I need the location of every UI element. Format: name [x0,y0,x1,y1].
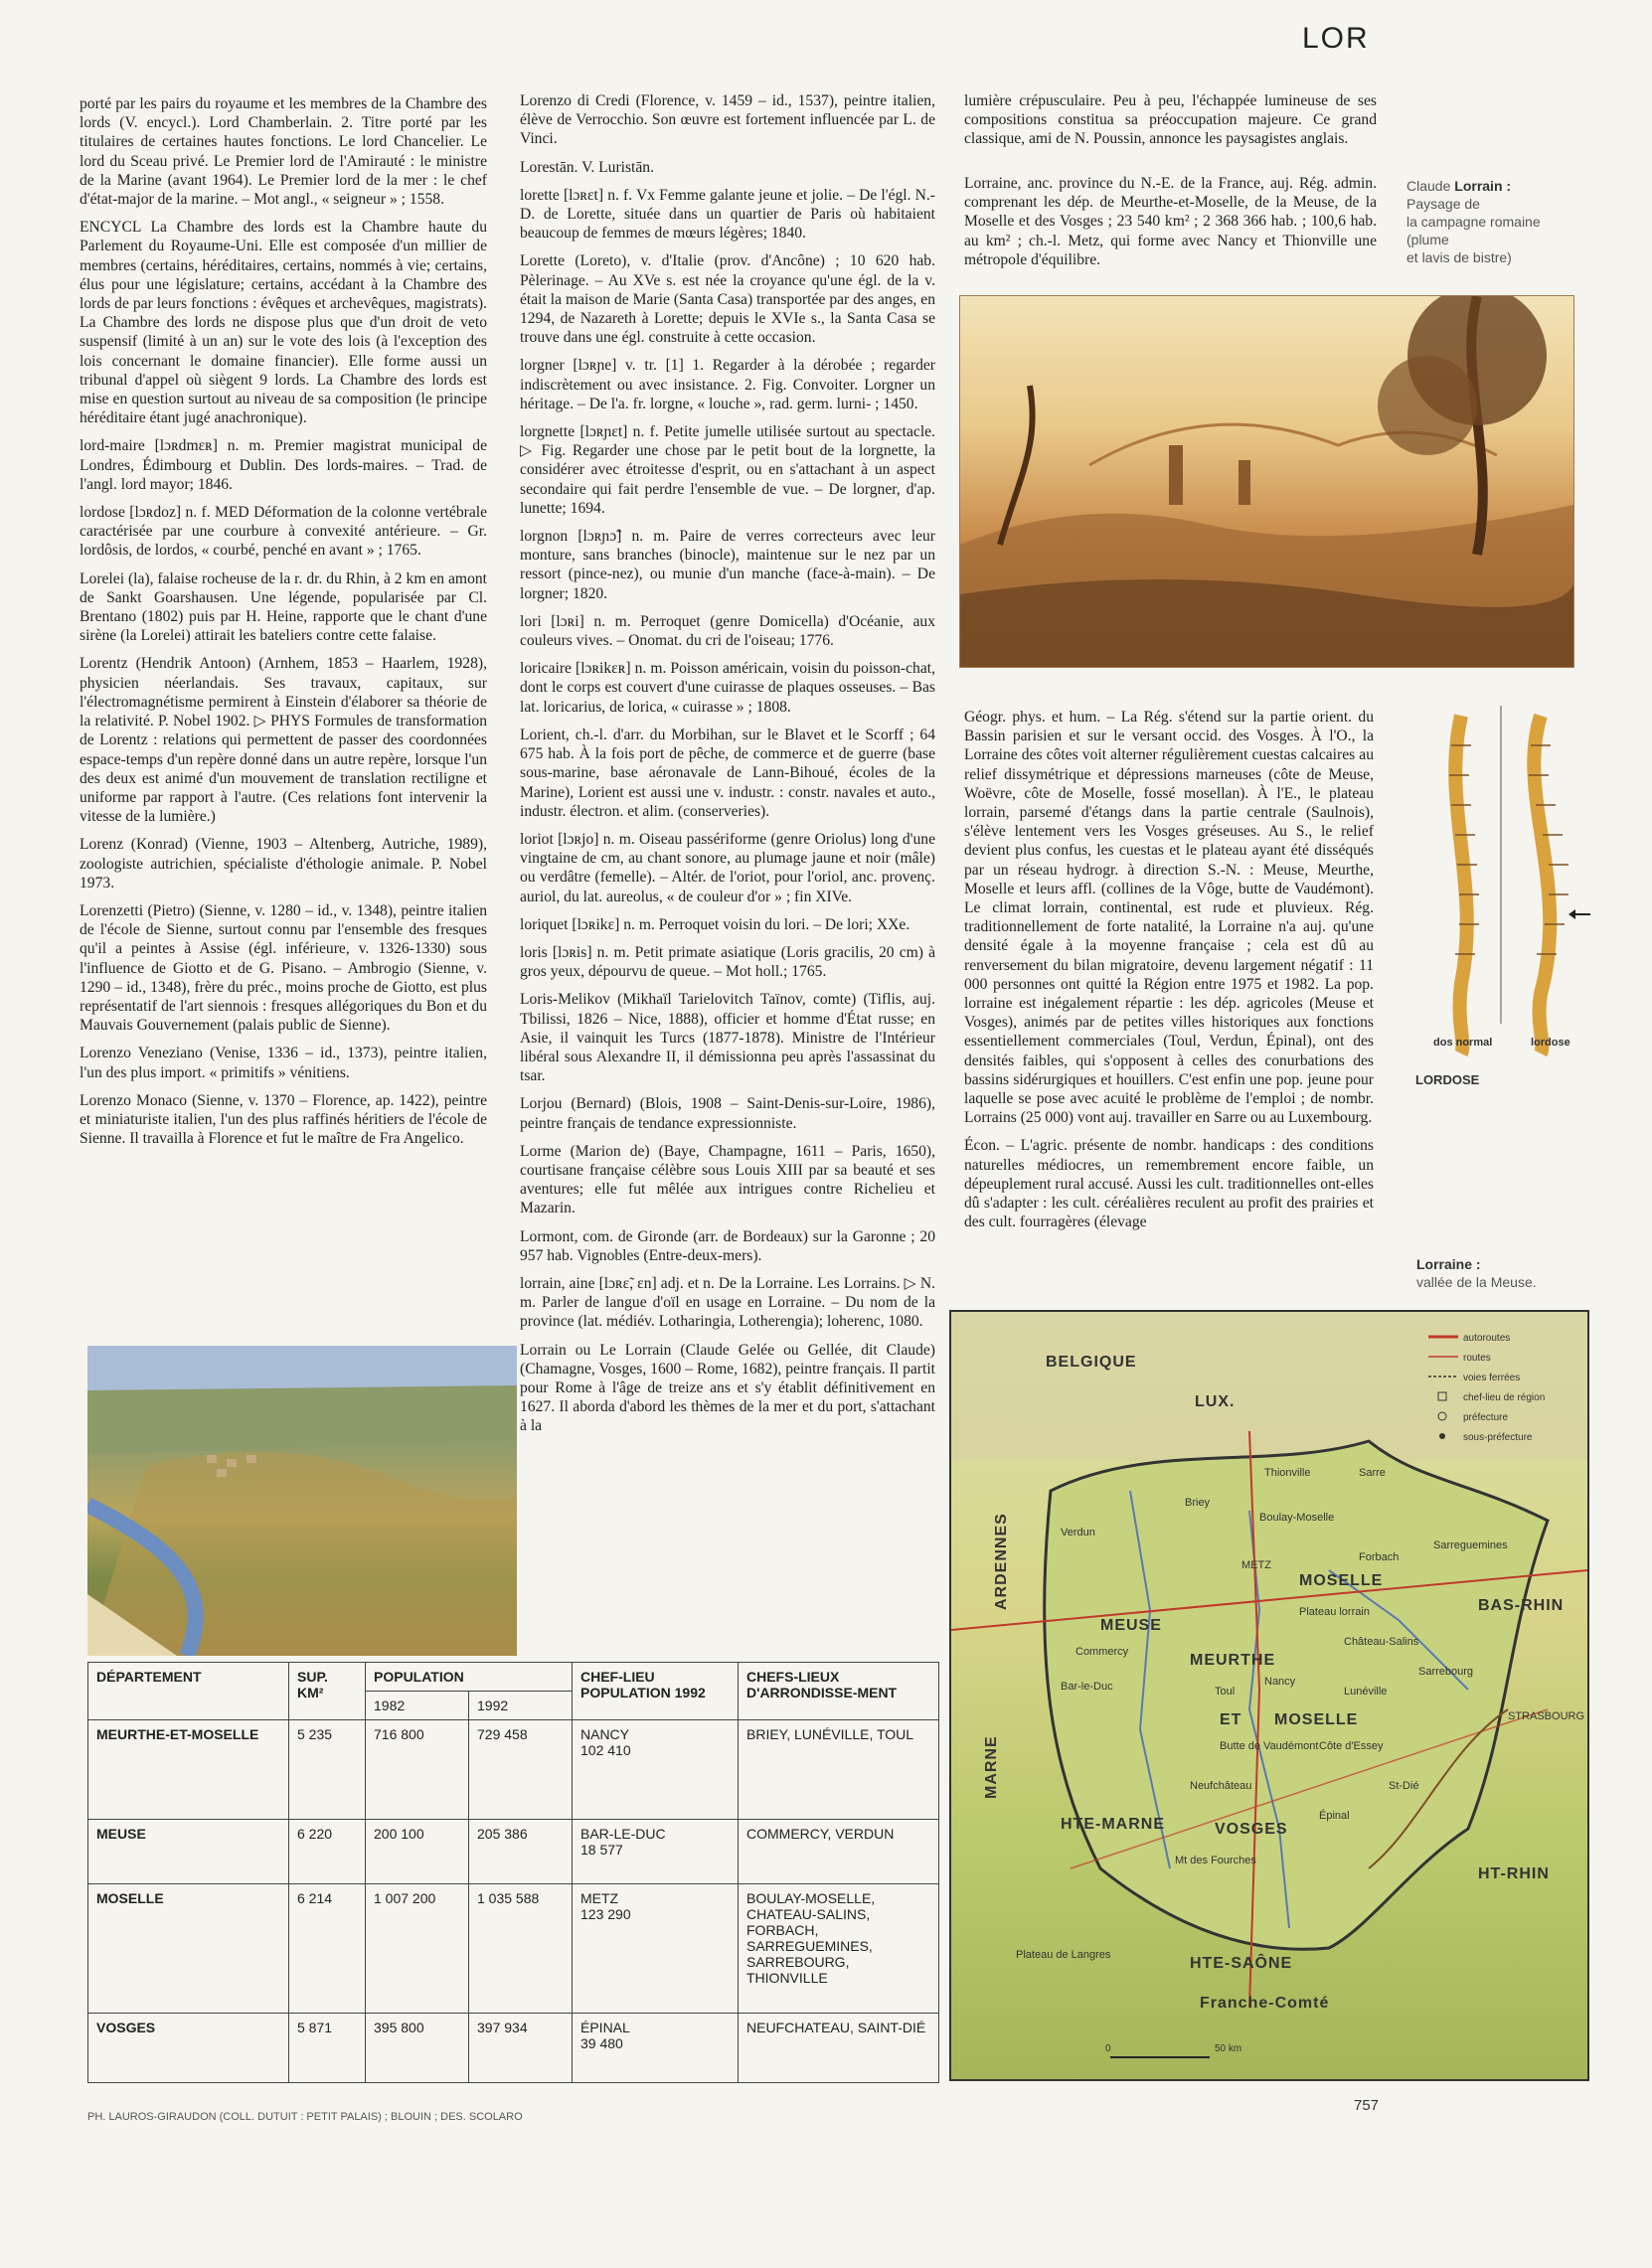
cell-chef [573,1820,739,1884]
entry-lordose: lordose [lɔʀdoz] n. f. MED Déformation de la colonne vertébrale caractérisée par une courbure à convexité antérieure. – Gr. lordôsis, de lordos, « courbé, penché en avant » ; 1765. [80,504,487,560]
entry-lorme: Lorme (Marion de) (Baye, Champagne, 1611 – Paris, 1650), courtisane française célèbre sous Louis XIII par sa beauté et ses aventures; elle fut mêlée aux intrigues contre Richelieu et Mazarin. [520,1142,935,1217]
map-region-label: ARDENNES [993,1513,1010,1610]
entry-lorjou: Lorjou (Bernard) (Blois, 1908 – Saint-Denis-sur-Loire, 1986), peintre français de tendance expressionniste. [520,1095,935,1132]
col-header-population: POPULATION [366,1663,573,1692]
entry-lorient: Lorient, ch.-l. d'arr. du Morbihan, sur le Blavet et le Scorff ; 64 675 hab. À la fois port de pêche, de commerce et de guerre (base sous-marine, base aéronavale de Lann-Bihoué, écoles de la Marine), Lorient est aussi une v. industr. : constr. navales et auto., industr. électron. et alim. (conserveries). [520,726,935,820]
map-town-label: Bar-le-Duc [1061,1681,1113,1693]
painting-drawing [960,296,1573,667]
legend-item: voies ferrées [1463,1373,1521,1383]
cell-pop-1992: 205 386 [469,1820,573,1884]
map-town-label: Mt des Fourches [1175,1855,1256,1866]
map-town-label: Sarrebourg [1418,1666,1474,1678]
map-region-label: HTE-SAÔNE [1190,1955,1293,1972]
cell-dept: MEURTHE-ET-MOSELLE [88,1720,289,1820]
entry-lorenzo-monaco: Lorenzo Monaco (Sienne, v. 1370 – Florence, ap. 1422), peintre et miniaturiste italien, l'un des plus raffinés héritiers de l'école de Sienne. Il travailla à Florence et fut le maître de Fra Angelico. [80,1091,487,1148]
entry-loris: loris [lɔʀis] n. m. Petit primate asiatique (Loris gracilis, 20 cm) à gros yeux, dépourvu de queue. – Mot holl.; 1765. [520,943,935,981]
cell-pop-1982: 395 800 [366,2014,469,2083]
map-region-label: LUX. [1195,1393,1236,1410]
photo-drawing [87,1346,517,1656]
map-region-label: ET [1220,1711,1242,1728]
cell-dept: MEUSE [88,1820,289,1884]
chef-pop: 102 410 [580,1742,631,1758]
map-region-label: BAS-RHIN [1478,1597,1565,1614]
entry-lorentz: Lorentz (Hendrik Antoon) (Arnhem, 1853 – Haarlem, 1928), physicien néerlandais. Ses travaux, capitaux, sur l'électromagnétisme permirent à Einstein d'élaborer sa théorie de la relativité. P. Nobel 1902. ▷ PHYS Formules de transformation de Lorentz : relations qui permettent de passer des coordonnées espace-temps d'un repère donné dans un autre repère, lorsque l'un des deux est animé d'un mouvement de translation rectiligne et uniforme par rapport à l'autre. (Ces relations font intervenir la vitesse de la lumière.) [80,655,487,826]
chef-name: ÉPINAL [580,2020,630,2035]
meuse-photo-caption [1416,1255,1615,1291]
cell-chef [573,1720,739,1820]
entry-lorgnette: lorgnette [lɔʀɲɛt] n. f. Petite jumelle utilisée surtout au spectacle. ▷ Fig. Regarder une chose par le petit bout de la lorgnette, la considérer avec étroitesse d'esprit, ou en s'attachant à un aspect secondaire qui fait perdre l'ensemble de vue. – De lorgner, d'ap. lunette; 1694. [520,423,935,517]
spine-title: LORDOSE [1415,1072,1480,1087]
map-town-label: Nancy [1264,1676,1296,1688]
spine-label-normal: dos normal [1433,1037,1493,1049]
cell-sup: 6 214 [289,1884,366,2014]
map-town-label: Sarre [1359,1467,1386,1479]
map-town-label: Commercy [1075,1646,1129,1658]
cell-arr: BRIEY, LUNÉVILLE, TOUL [739,1720,939,1820]
table-row [88,1820,939,1884]
cell-pop-1982: 1 007 200 [366,1884,469,2014]
entry-lorrain-continued: lumière crépusculaire. Peu à peu, l'échappée lumineuse de ses compositions constitua sa préoccupation majeure. Ce grand classique, ami de N. Poussin, annonce les paysagistes anglais. [964,92,1377,148]
scale-start: 0 [1105,2043,1111,2054]
map-town-label: Château-Salins [1344,1636,1419,1648]
entry-lorgner: lorgner [lɔʀɲe] v. tr. [1] 1. Regarder à la dérobée ; regarder indiscrètement ou avec insistance. 2. Fig. Convoiter. Lorgner un héritage. – De l'a. fr. lorgne, « louche », rad. germ. lurni- ; 1450. [520,357,935,412]
cell-sup: 6 220 [289,1820,366,1884]
column-3-lower [964,708,1374,1294]
entry-loriot: loriot [lɔʀjo] n. m. Oiseau passériforme (genre Oriolus) long d'une vingtaine de cm, au chant sonore, au plumage jaune et noir (mâle) ou verdâtre (femelle). – Altér. de l'oriot, pour l'oriol, anc. provenç. auriol, du lat. aureolus, « de couleur d'or » ; fin XIVe. [520,830,935,905]
entry-lorenzo-veneziano: Lorenzo Veneziano (Venise, 1336 – id., 1373), peintre italien, l'un des plus import. « primitifs » vénitiens. [80,1045,487,1081]
entry-lorenzetti: Lorenzetti (Pietro) (Sienne, v. 1280 – id., v. 1348), peintre italien de l'école de Sienne, surtout connu par l'ensemble des fresques qu'il a peintes à Assise (égl. inférieure, v. 1326-1330) sous l'influence de Giotto et de G. Pisano. – Ambrogio (Sienne, v. 1290 – id., 1348), frère du préc., moins proche de Giotto, est plus représentatif de l'art siennois : fresques allégoriques du Bon et du Mauvais Gouvernement (palais public de Sienne). [80,901,487,1035]
caption-line: et lavis de bistre) [1406,249,1512,265]
map-town-label: METZ [1241,1559,1271,1571]
map-town-label: Épinal [1319,1810,1350,1822]
page-number: 757 [1354,2097,1380,2114]
table-row [88,1720,939,1820]
map-town-label: STRASBOURG [1508,1710,1585,1722]
entry-loriquet: loriquet [lɔʀikɛ] n. m. Perroquet voisin du lori. – De lori; XXe. [520,915,910,933]
column-3-lorraine [964,174,1377,288]
running-head: LOR [1302,22,1370,55]
cell-dept: VOSGES [88,2014,289,2083]
map-town-label: Briey [1185,1497,1211,1509]
cell-pop-1982: 200 100 [366,1820,469,1884]
map-region-label: VOSGES [1215,1821,1288,1838]
photo-credits: PH. LAUROS-GIRAUDON (COLL. DUTUIT : PETIT PALAIS) ; BLOUIN ; DES. SCOLARO [87,2111,523,2123]
cell-arr: BOULAY-MOSELLE, CHATEAU-SALINS, FORBACH, SARREGUEMINES, SARREBOURG, THIONVILLE [739,1884,939,2014]
entry-lorette-noun: lorette [lɔʀɛt] n. f. Vx Femme galante jeune et jolie. – De l'égl. N.-D. de Lorette, située dans un quartier de Paris où habitaient beaucoup de femmes de mœurs légères; 1840. [520,186,935,243]
map-region-label: HT-RHIN [1478,1865,1550,1882]
cell-chef [573,1884,739,2014]
chef-pop: 123 290 [580,1906,631,1922]
col-header-dept: DÉPARTEMENT [88,1663,289,1720]
map-region-label: MARNE [983,1735,1000,1799]
caption-author-bold: Lorrain : [1454,178,1512,194]
col-header-1992: 1992 [469,1692,573,1720]
col-header-sup: SUP. KM² [289,1663,366,1720]
table-row [88,2014,939,2083]
entry-lori: lori [lɔʀi] n. m. Perroquet (genre Domicella) d'Océanie, aux couleurs vives. – Onomat. du cri de l'oiseau; 1776. [520,612,935,650]
lordose-spine-illustration [1421,706,1600,1063]
cell-arr: NEUFCHATEAU, SAINT-DIÉ [739,2014,939,2083]
col-header-chef: CHEF-LIEU POPULATION 1992 [573,1663,739,1720]
map-town-label: Toul [1215,1686,1236,1698]
map-town-label: Lunéville [1344,1686,1388,1698]
map-region-label: MEUSE [1100,1617,1162,1634]
entry-paragraph: porté par les pairs du royaume et les membres de la Chambre des lords (V. encycl.). Lord Chamberlain. 2. Titre porté par les titulaires de certaines hautes fonctions. Le lord Chancelier. Le lord du Sceau privé. Le Premier lord de l'Amirauté : le ministre de la Marine (avant 1964). Le Premier lord de la mer : le chef d'état-major de la marine. – Mot angl., « seigneur » ; 1558. [80,95,487,209]
lorrain-painting-image [959,295,1574,668]
cell-pop-1982: 716 800 [366,1720,469,1820]
chef-name: METZ [580,1890,619,1906]
cell-pop-1992: 397 934 [469,2014,573,2083]
entry-lorelei: Lorelei (la), falaise rocheuse de la r. dr. du Rhin, à 2 km en amont de Sankt Goarshausen. Une légende, popularisée par Cl. Brentano (1802) puis par H. Heine, rapporte que le chant d'une sirène (la Lorelei) attirait les bateliers contre cette falaise. [80,569,487,645]
cell-sup: 5 235 [289,1720,366,1820]
cell-pop-1992: 1 035 588 [469,1884,573,2014]
map-town-label: Forbach [1359,1551,1400,1563]
chef-name: NANCY [580,1726,630,1742]
lorraine-economy: Écon. – L'agric. présente de nombr. handicaps : des conditions naturelles médiocres, un remembrement encore faible, un dépeuplement rural accusé. Aussi les cult. traditionnelles ont-elles dû s'adapter : les cult. céréalières reculent au profit des prairies et des cult. fourragères (élevage [964,1137,1374,1231]
spine-label-lordose: lordose [1531,1037,1570,1049]
map-region-label: MEURTHE [1190,1652,1276,1669]
entry-paragraph: ENCYCL La Chambre des lords est la Chambre haute du Parlement du Royaume-Uni. Elle est composée d'un millier de membres (certains, héréditaires, certains, nommés à vie; certains, élus pour une législature; certains, accédant à la Chambre des lords de par leurs fonctions : évêques et archevêques, magistrats). La Chambre des lords ne dispose plus que d'un droit de veto suspensif (limité à un an) sur le vote des lois (à l'exception des lois concernant le domaine financier). Elle forme aussi un tribunal d'appel où siègent 9 lords. La Chambre des lords est mise en question surtout au niveau de sa composition (le principe héréditaire étant jugé anachronique). [80,219,487,427]
column-1 [80,94,487,1312]
map-town-label: Plateau de Langres [1016,1949,1111,1961]
map-scale [1105,2043,1241,2057]
entry-lormont: Lormont, com. de Gironde (arr. de Bordeaux) sur la Garonne ; 20 957 hab. Vignobles (Entre-deux-mers). [520,1227,935,1264]
cell-dept: MOSELLE [88,1884,289,2014]
department-table [87,1662,939,2083]
map-region-label: Franche-Comté [1200,1995,1330,2012]
entry-lorrain-painter: Lorrain ou Le Lorrain (Claude Gelée ou Gellée, dit Claude) (Chamagne, Vosges, 1600 – Rome, 1682), peintre français. Il partit pour Rome à l'âge de treize ans et s'y établit définitivement en 1627. Il aborda d'abord les thèmes de la mer et du port, s'attachant à la [520,1341,935,1435]
map-town-label: Butte de Vaudémont [1220,1740,1319,1752]
map-town-label: Côte d'Essey [1319,1740,1384,1752]
map-region-label: MOSELLE [1299,1572,1384,1589]
caption-bold: Lorraine : [1416,1256,1481,1272]
cell-chef [573,2014,739,2083]
entry-lorrain-adj: lorrain, aine [lɔʀɛ̃, ɛn] adj. et n. De la Lorraine. Les Lorrains. ▷ N. m. Parler de langue d'oïl en usage en Lorraine. – Du nom de la province (lat. médiév. Lotharingia, Lotherengia); loherenc, 1080. [520,1274,935,1331]
map-town-label: St-Dié [1389,1780,1419,1792]
lorraine-map [949,1310,1589,2081]
table-row [88,1884,939,2014]
cell-arr: COMMERCY, VERDUN [739,1820,939,1884]
cell-pop-1992: 729 458 [469,1720,573,1820]
entry-lorraine: Lorraine, anc. province du N.-E. de la France, auj. Rég. admin. comprenant les dép. de Meurthe-et-Moselle, de la Meuse, de la Moselle et des Vosges ; 23 540 km² ; 2 368 366 hab. ; 100,6 hab. au km² ; ch.-l. Metz, qui forme avec Nancy et Thionville une métropole d'équilibre. [964,175,1377,268]
entry-loricaire: loricaire [lɔʀikɛʀ] n. m. Poisson américain, voisin du poisson-chat, dont le corps est couvert d'une cuirasse de plaques osseuses. – Bas lat. loricarius, de lorica, « cuirasse » ; 1808. [520,660,935,716]
column-3-top [964,91,1377,161]
legend-item: préfecture [1463,1412,1509,1423]
meuse-valley-photo [87,1346,517,1656]
map-region-label: BELGIQUE [1046,1354,1137,1371]
lorraine-geography: Géogr. phys. et hum. – La Rég. s'étend sur la partie orient. du Bassin parisien et sur le versant occid. des Vosges. À l'O., la Lorraine des côtes voit alterner régulièrement cuestas calcaires au relief dissymétrique et dépressions marneuses (côte de Meuse, Woëvre, côte de Moselle, fossé mosellan). À l'E., le plateau lorrain, parsemé d'étangs dans la partie centrale (Saulnois), s'élève lentement vers les Vosges gréseuses. Au S., le relief devient plus confus, les cuestas et le plateau ayant été disséqués par un réseau hydrogr. à direction S.-N. : Meuse, Meurthe, Moselle et leurs affl. (collines de la Vôge, butte de Vaudémont). Le climat lorrain, continental, est rude et pluvieux. Rég. traditionnellement de forte natalité, la Lorraine n'a auj. qu'une densité égale à la moyenne française ; cela est dû au renversement du bilan migratoire, devenu largement négatif : 11 000 personnes ont quitté la Région entre 1975 et 1982. La pop. lorraine est inégalement répartie : les dép. agricoles (Meuse et Vosges), animés par de petites villes historiques aux fonctions essentiellement commerciales (Toul, Verdun, Épinal), ont des densités faibles, qui s'opposent à celles des conurbations des bassins sidérurgiques et houillers. C'est enfin une pop. jeune pour laquelle se pose avec acuité le problème de l'emploi ; de nombr. Lorrains (25 000) vont auj. travailler en Sarre ou au Luxembourg. [964,709,1374,1127]
column-2 [520,91,935,1662]
caption-line: Paysage de [1406,196,1480,212]
entry-lord-maire: lord-maire [lɔʀdmɛʀ] n. m. Premier magistrat municipal de Londres, Édimbourg et Dublin. Des lords-maires. – Trad. de l'angl. lord mayor; 1846. [80,437,487,493]
legend-item: routes [1463,1353,1491,1364]
chef-pop: 18 577 [580,1842,623,1858]
map-town-label: Neufchâteau [1190,1780,1252,1792]
entry-lorestan: Lorestān. V. Luristān. [520,158,654,176]
map-town-label: Thionville [1264,1467,1311,1479]
col-header-1982: 1982 [366,1692,469,1720]
entry-lorette-city: Lorette (Loreto), v. d'Italie (prov. d'Ancône) ; 10 620 hab. Pèlerinage. – Au XVe s. est née la croyance qu'une égl. de la v. était la maison de Marie (Santa Casa) transportée par des anges, en 1294, de Nazareth à Lorette; depuis le XVIe s., la Santa Casa se trouve dans une égl. construite à cette occasion. [520,252,935,347]
col-header-arr: CHEFS-LIEUX D'ARRONDISSE-MENT [739,1663,939,1720]
caption-line: (plume [1406,232,1449,247]
entry-lorenzo-di-credi: Lorenzo di Credi (Florence, v. 1459 – id., 1537), peintre italien, élève de Verrocchio. Son œuvre est fortement influencée par L. de Vinci. [520,92,935,148]
caption-line: la campagne romaine [1406,214,1541,230]
map-town-label: Boulay-Moselle [1259,1512,1335,1524]
entry-loris-melikov: Loris-Melikov (Mikhaïl Tarielovitch Taïnov, comte) (Tiflis, auj. Tbilissi, 1826 – Nice, 1888), officier et homme d'État russe; en Asie, il vainquit les Turcs (1877-1878). Ministre de l'Intérieur libéral sous Alexandre II, il démissionna peu après l'assassinat du tsar. [520,991,935,1085]
map-town-label: Sarreguemines [1433,1539,1508,1551]
entry-lorenz: Lorenz (Konrad) (Vienne, 1903 – Altenberg, Autriche, 1989), zoologiste autrichien, spécialiste d'éthologie animale. P. Nobel 1973. [80,836,487,891]
map-town-label: Verdun [1061,1527,1095,1539]
painting-caption [1406,177,1605,266]
map-town-label: Plateau lorrain [1299,1606,1370,1618]
legend-item: sous-préfecture [1463,1432,1533,1443]
spine-drawing [1421,706,1600,1063]
caption-line: vallée de la Meuse. [1416,1274,1537,1290]
legend-item: autoroutes [1463,1333,1511,1344]
chef-pop: 39 480 [580,2035,623,2051]
cell-sup: 5 871 [289,2014,366,2083]
map-region-label: MOSELLE [1274,1711,1359,1728]
scale-end: 50 km [1215,2043,1242,2054]
map-region-label: HTE-MARNE [1061,1816,1165,1833]
chef-name: BAR-LE-DUC [580,1826,666,1842]
map-drawing [951,1312,1587,2079]
caption-author: Claude [1406,178,1451,194]
legend-item: chef-lieu de région [1463,1392,1546,1403]
entry-lorgnon: lorgnon [lɔʀɲɔ̃] n. m. Paire de verres correcteurs avec leur monture, sans branches (binocle), maintenue sur le nez par un ressort (pince-nez), ou munie d'un manche (face-à-main). – De lorgner; 1820. [520,528,935,602]
